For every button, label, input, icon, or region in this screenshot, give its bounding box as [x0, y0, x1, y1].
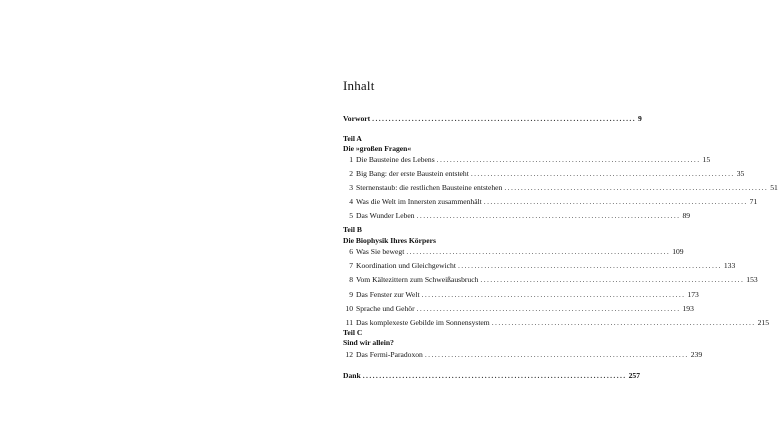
- toc-entry: [343, 154, 711, 165]
- entry-label: Dank: [343, 371, 361, 380]
- entry-page: 239: [690, 350, 703, 359]
- entry-label: Das komplexeste Gebilde im Sonnensystem: [356, 318, 490, 327]
- toc-entry: [343, 196, 758, 207]
- part-b-label: Teil B: [343, 225, 362, 234]
- entry-label: Sprache und Gehör: [356, 303, 415, 313]
- entry-page: 193: [682, 303, 694, 313]
- chapter-number: 3: [349, 183, 353, 192]
- entry-page: 71: [749, 197, 758, 206]
- toc-entry: [343, 349, 703, 360]
- toc-entry: [343, 274, 758, 285]
- chapter-number: 2: [349, 169, 353, 178]
- leader-dots: ................................................................................: [491, 318, 756, 327]
- part-c-subtitle: Sind wir allein?: [343, 338, 394, 347]
- chapter-number: 11: [345, 318, 353, 327]
- leader-dots: ................................................................................: [470, 169, 735, 178]
- entry-page: 89: [682, 211, 691, 220]
- entry-label: Das Wunder Leben: [356, 211, 415, 220]
- entry-page: 215: [757, 318, 769, 327]
- leader-dots: ................................................................................: [504, 183, 769, 192]
- part-a-subtitle: Die »großen Fragen«: [343, 144, 412, 153]
- chapter-number: 1: [349, 155, 353, 164]
- entry-page: 153: [746, 275, 758, 285]
- leader-dots: ................................................................................: [362, 371, 627, 380]
- toc-entry: [343, 317, 769, 328]
- entry-label: Was die Welt im Innersten zusammenhält: [356, 197, 482, 206]
- part-a-label: Teil A: [343, 134, 362, 143]
- entry-label: Big Bang: der erste Baustein entsteht: [356, 169, 469, 178]
- page-title: Inhalt: [343, 78, 375, 93]
- leader-dots: ................................................................................: [480, 275, 745, 285]
- entry-page: 257: [628, 371, 640, 380]
- leader-dots: ................................................................................: [416, 303, 681, 313]
- entry-label: Sternenstaub: die restlichen Bausteine entstehen: [356, 183, 503, 192]
- entry-page: 133: [723, 261, 736, 271]
- toc-entry-dank: [343, 370, 640, 381]
- entry-page: 109: [672, 247, 684, 256]
- chapter-number: 10: [345, 303, 353, 313]
- leader-dots: ................................................................................: [416, 211, 681, 220]
- part-b-subtitle: Die Biophysik Ihres Körpers: [343, 236, 436, 245]
- toc-entry: [343, 168, 745, 179]
- entry-label: Vom Kältezittern zum Schweißausbruch: [356, 275, 479, 285]
- chapter-number: 5: [349, 211, 353, 220]
- toc-entry: [343, 210, 691, 221]
- entry-label: Koordination und Gleichgewicht: [356, 261, 456, 271]
- entry-label: Was Sie bewegt: [356, 247, 405, 256]
- entry-label: Das Fermi-Paradoxon: [356, 350, 423, 359]
- entry-label: Das Fenster zur Welt: [356, 289, 420, 299]
- leader-dots: ................................................................................: [406, 247, 671, 256]
- chapter-number: 12: [345, 350, 353, 359]
- chapter-number: 9: [349, 289, 353, 299]
- chapter-number: 6: [349, 247, 353, 256]
- part-c-label: Teil C: [343, 328, 363, 337]
- toc-entry: [343, 303, 694, 314]
- entry-page: 15: [702, 155, 711, 164]
- leader-dots: ................................................................................: [436, 155, 701, 164]
- entry-page: 173: [687, 289, 699, 299]
- entry-label: Die Bausteine des Lebens: [356, 155, 435, 164]
- entry-page: 51: [770, 183, 778, 192]
- entry-label: Vorwort: [343, 114, 371, 123]
- toc-entry-vorwort: [343, 113, 642, 124]
- chapter-number: 4: [349, 197, 353, 206]
- entry-page: 9: [638, 114, 642, 123]
- toc-page: [343, 0, 778, 434]
- toc-entry: [343, 182, 778, 193]
- entry-page: 35: [736, 169, 745, 178]
- leader-dots: ................................................................................: [424, 350, 689, 359]
- leader-dots: ................................................................................: [483, 197, 748, 206]
- leader-dots: ................................................................................: [457, 261, 722, 271]
- chapter-number: 7: [349, 261, 353, 271]
- toc-entry: [343, 246, 684, 257]
- leader-dots: ................................................................................: [372, 114, 637, 123]
- leader-dots: ................................................................................: [421, 289, 686, 299]
- toc-entry: [343, 289, 699, 300]
- chapter-number: 8: [349, 275, 353, 285]
- toc-entry: [343, 260, 736, 271]
